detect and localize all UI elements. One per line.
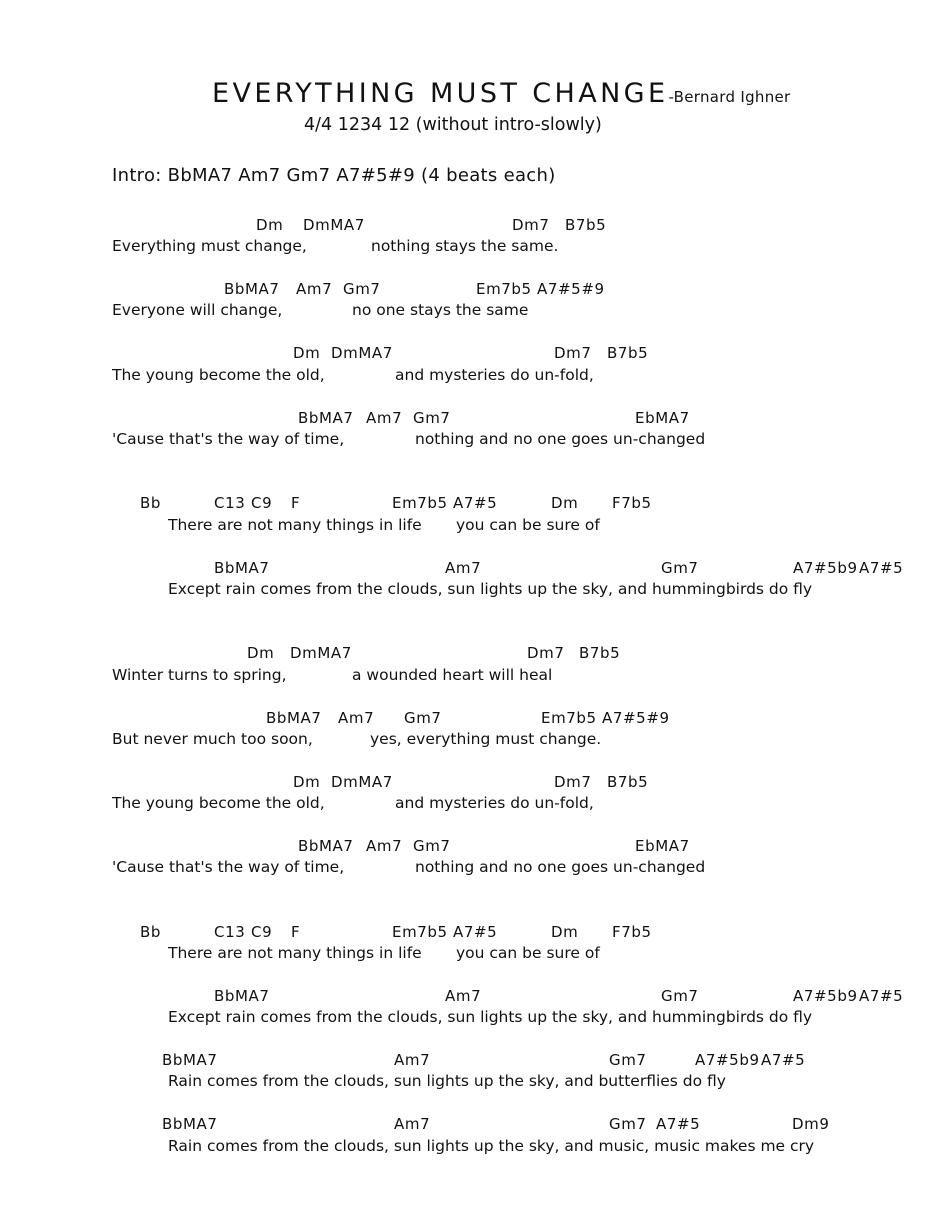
chord: A7#5b9 <box>793 559 858 577</box>
lyric-text: nothing and no one goes un-changed <box>415 858 706 876</box>
chord: Dm7 <box>554 773 592 791</box>
lyric-text: you can be sure of <box>456 516 600 534</box>
chord: C9 <box>251 923 273 941</box>
chord: BbMA7 <box>214 559 270 577</box>
chord: B7b5 <box>607 773 649 791</box>
chord: BbMA7 <box>162 1051 218 1069</box>
chord: A7#5 <box>859 987 904 1005</box>
chord: BbMA7 <box>162 1115 218 1133</box>
song-header <box>212 78 791 109</box>
chord: BbMA7 <box>298 837 354 855</box>
chord: F7b5 <box>612 494 652 512</box>
song-author: -Bernard Ighner <box>668 88 791 106</box>
chord: EbMA7 <box>635 409 690 427</box>
chord: DmMA7 <box>331 773 393 791</box>
chord: Am7 <box>366 409 403 427</box>
chord: BbMA7 <box>298 409 354 427</box>
song-title: EVERYTHING MUST CHANGE <box>212 78 669 109</box>
chord: Gm7 <box>609 1115 647 1133</box>
chord: Dm <box>293 344 321 362</box>
meter-line: 4/4 1234 12 (without intro-slowly) <box>304 115 602 135</box>
chord: Am7 <box>394 1115 431 1133</box>
lyric-text: Except rain comes from the clouds, sun lights up the sky, and hummingbirds do fly <box>168 580 813 598</box>
chord: Dm7 <box>512 216 550 234</box>
chord: A7#5 <box>453 923 498 941</box>
chord: Bb <box>140 923 162 941</box>
lyric-text: 'Cause that's the way of time, <box>112 858 345 876</box>
lyric-text: yes, everything must change. <box>370 730 602 748</box>
chord: C9 <box>251 494 273 512</box>
lyric-text: There are not many things in life <box>168 944 422 962</box>
intro-line: Intro: BbMA7 Am7 Gm7 A7#5#9 (4 beats each) <box>112 165 556 186</box>
chord: A7#5#9 <box>537 280 605 298</box>
chord: DmMA7 <box>290 644 352 662</box>
chord: A7#5#9 <box>602 709 670 727</box>
chord: B7b5 <box>579 644 621 662</box>
chord: Dm <box>293 773 321 791</box>
chord: Am7 <box>445 559 482 577</box>
lyric-text: But never much too soon, <box>112 730 313 748</box>
chord: F <box>291 923 301 941</box>
chord: A7#5 <box>859 559 904 577</box>
chord: BbMA7 <box>214 987 270 1005</box>
chord: Dm <box>551 923 579 941</box>
chord: Dm7 <box>554 344 592 362</box>
lyric-text: There are not many things in life <box>168 516 422 534</box>
lyric-text: you can be sure of <box>456 944 600 962</box>
chord: Dm9 <box>792 1115 830 1133</box>
lyric-text: Rain comes from the clouds, sun lights up the sky, and butterflies do fly <box>168 1072 726 1090</box>
chord: F7b5 <box>612 923 652 941</box>
lyric-text: a wounded heart will heal <box>352 666 553 684</box>
chord: Em7b5 <box>392 923 448 941</box>
chord: Gm7 <box>404 709 442 727</box>
chord: C13 <box>214 923 246 941</box>
lyric-text: Everyone will change, <box>112 301 283 319</box>
chord: Gm7 <box>661 987 699 1005</box>
chord: Gm7 <box>413 837 451 855</box>
lyric-text: and mysteries do un-fold, <box>395 366 594 384</box>
chord: Am7 <box>338 709 375 727</box>
chord: Am7 <box>366 837 403 855</box>
chord: DmMA7 <box>331 344 393 362</box>
lyric-text: Rain comes from the clouds, sun lights up the sky, and music, music makes me cry <box>168 1137 815 1155</box>
chord: Dm7 <box>527 644 565 662</box>
lyric-text: 'Cause that's the way of time, <box>112 430 345 448</box>
chord: Gm7 <box>661 559 699 577</box>
chord: Em7b5 <box>476 280 532 298</box>
chord: A7#5 <box>453 494 498 512</box>
chord: A7#5 <box>761 1051 806 1069</box>
lyric-text: nothing stays the same. <box>371 237 559 255</box>
chord: B7b5 <box>607 344 649 362</box>
chord: Am7 <box>445 987 482 1005</box>
lyric-text: Everything must change, <box>112 237 307 255</box>
chord: Em7b5 <box>392 494 448 512</box>
chord: Gm7 <box>609 1051 647 1069</box>
chord: A7#5b9 <box>793 987 858 1005</box>
lyric-text: Except rain comes from the clouds, sun lights up the sky, and hummingbirds do fly <box>168 1008 813 1026</box>
lyric-text: The young become the old, <box>112 366 325 384</box>
chord: A7#5b9 <box>695 1051 760 1069</box>
lyric-text: The young become the old, <box>112 794 325 812</box>
lyric-text: and mysteries do un-fold, <box>395 794 594 812</box>
chord: Am7 <box>394 1051 431 1069</box>
chord: Gm7 <box>413 409 451 427</box>
lyric-text: Winter turns to spring, <box>112 666 287 684</box>
chord: Dm <box>247 644 275 662</box>
chord: BbMA7 <box>224 280 280 298</box>
chord: Bb <box>140 494 162 512</box>
chord: Am7 <box>296 280 333 298</box>
chord: Dm <box>551 494 579 512</box>
chord: F <box>291 494 301 512</box>
lyric-text: no one stays the same <box>352 301 529 319</box>
chord: Em7b5 <box>541 709 597 727</box>
chord: EbMA7 <box>635 837 690 855</box>
chord: BbMA7 <box>266 709 322 727</box>
chord: B7b5 <box>565 216 607 234</box>
chord: Gm7 <box>343 280 381 298</box>
chord: DmMA7 <box>303 216 365 234</box>
chord: C13 <box>214 494 246 512</box>
chord: Dm <box>256 216 284 234</box>
chord: A7#5 <box>656 1115 701 1133</box>
lyric-text: nothing and no one goes un-changed <box>415 430 706 448</box>
